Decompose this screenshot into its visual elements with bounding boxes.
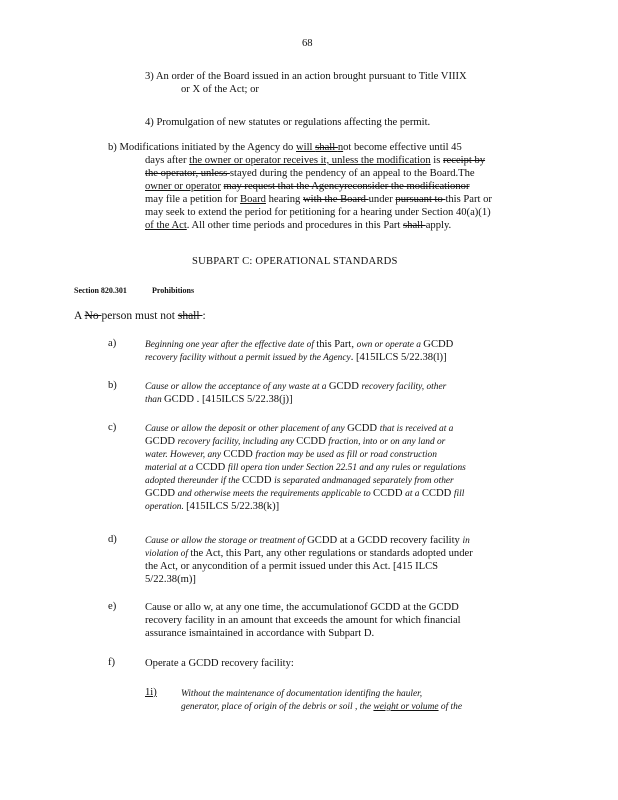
text-run: 5/22.38(m)]: [145, 574, 196, 585]
statutory-text: Cause or allow the storage or treatment of: [145, 536, 308, 546]
statutory-text: fraction, into or on any land or: [328, 437, 446, 447]
inserted-text: of the Act: [145, 220, 187, 231]
inserted-text: will: [296, 142, 316, 153]
statutory-text: Without the maintenance of documentation identifing the hauler,: [181, 689, 423, 699]
item-3-line: 3) An order of the Board issued in an action brought pursuant to Title VIIIX: [145, 71, 467, 82]
text-run: GCDD: [145, 488, 178, 499]
text-run: CCDD: [195, 462, 228, 473]
text-run: recovery facility in an amount that exceeds the amount for which financial: [145, 615, 461, 626]
deleted-text: pursuant to: [395, 194, 446, 205]
deleted-text: receipt by: [443, 155, 486, 166]
item-body: [145, 380, 446, 406]
item-line: [145, 351, 453, 364]
inserted-text: weight or volume: [373, 702, 439, 712]
statutory-text: in: [462, 536, 470, 546]
item-line: [145, 657, 294, 670]
item-line: [145, 422, 466, 435]
item-label: c): [108, 422, 117, 433]
statutory-text: at a: [405, 489, 422, 499]
text-run: ot become effective until 45: [343, 142, 462, 153]
paragraph-b-line: [108, 206, 492, 219]
statutory-text: water. However, any: [145, 450, 224, 460]
statutory-text: fill opera tion under Section 22.51 and any rules or regulations: [227, 463, 466, 473]
item-line: [145, 534, 473, 547]
sub-item-label: 1i): [145, 687, 157, 698]
paragraph-b-line: [108, 219, 492, 232]
statutory-text: fraction may be used as fill or road construction: [255, 450, 437, 460]
statutory-text: own or operate a: [356, 340, 424, 350]
item-body: [145, 422, 466, 513]
item-line: [145, 627, 461, 640]
statutory-text: recovery facility, including any: [177, 437, 297, 447]
text-run: assurance ismaintained in accordance with Subpart D.: [145, 628, 375, 639]
statutory-text: violation of: [145, 549, 191, 559]
text-run: GCDD: [423, 339, 454, 350]
statutory-text: recovery facility without a permit issued by the Agency: [145, 353, 351, 363]
deleted-text: with the Board: [303, 194, 369, 205]
text-run: days after: [145, 155, 190, 166]
deleted-text: the operator, unless: [145, 168, 230, 179]
text-run: A: [74, 310, 85, 322]
item-3-line: or X of the Act; or: [181, 84, 259, 95]
item-line: [145, 461, 466, 474]
item-label: b): [108, 380, 117, 391]
item-label: f): [108, 657, 116, 668]
item-line: [145, 474, 466, 487]
text-run: CCDD: [223, 449, 256, 460]
paragraph-b-line: [108, 141, 492, 154]
inserted-text: the owner or operator receives it, unless the modification: [189, 155, 431, 166]
text-run: CCDD: [421, 488, 454, 499]
item-body: [145, 601, 461, 640]
inserted-text: owner or operator: [145, 181, 221, 192]
paragraph-b-line: [108, 167, 492, 180]
statutory-text: that is received at a: [379, 424, 454, 434]
statutory-text: recovery facility, other: [361, 382, 447, 392]
text-run: GCDD: [328, 381, 362, 392]
paragraph-b-line: [108, 180, 492, 193]
statutory-text: Cause or allow the acceptance of any waste at a: [145, 382, 329, 392]
replaced-text: shall: [315, 142, 338, 153]
sub-item-body: [181, 687, 462, 713]
text-run: GCDD: [145, 436, 178, 447]
text-run: . All other time periods and procedures in this Part: [186, 220, 404, 231]
item-body: [145, 534, 473, 586]
item-label: a): [108, 338, 117, 349]
item-line: [145, 573, 473, 586]
statutory-text: generator, place of origin of the debris or soil , the: [181, 702, 374, 712]
text-run: b) Modifications initiated by the Agency do: [108, 142, 297, 153]
text-run: this Part or: [445, 194, 492, 205]
statutory-text: is separated andmanaged separately from other: [274, 476, 454, 486]
item-3: [145, 70, 467, 96]
deleted-text: No: [84, 310, 102, 322]
deleted-text: shall: [177, 310, 203, 322]
text-run: GCDD . [415ILCS 5/22.38(j)]: [164, 394, 293, 405]
statutory-text: adopted thereunder if the: [145, 476, 243, 486]
item-line: [145, 614, 461, 627]
paragraph-b: [108, 141, 492, 232]
item-line: [145, 547, 473, 560]
text-run: CCDD: [296, 436, 329, 447]
statutory-text: Cause or allow the deposit or other placement of any: [145, 424, 348, 434]
text-run: may seek to extend the period for petitioning for a hearing under Section 40(a)(1): [145, 207, 491, 218]
section-number: Section 820.301: [74, 286, 127, 295]
statutory-text: and otherwise meets the requirements applicable to: [177, 489, 374, 499]
statutory-text: Beginning one year after the effective date of: [145, 340, 317, 350]
text-run: stayed during the pendency of an appeal to the Board.The: [229, 168, 475, 179]
text-run: CCDD: [373, 488, 406, 499]
item-line: [145, 393, 446, 406]
text-run: person must not: [101, 310, 178, 322]
text-run: CCDD: [242, 475, 275, 486]
statutory-text: operation.: [145, 502, 187, 512]
item-line: [145, 448, 466, 461]
item-4: 4) Promulgation of new statutes or regulations affecting the permit.: [145, 117, 431, 128]
paragraph-b-line: [108, 154, 492, 167]
item-label: e): [108, 601, 117, 612]
text-run: this Part,: [316, 339, 357, 350]
item-line: [145, 487, 466, 500]
text-run: GCDD at a GCDD recovery facility: [307, 535, 463, 546]
intro-line: [74, 310, 206, 323]
paragraph-b-lines: [108, 141, 492, 232]
item-line: [145, 500, 466, 513]
text-run: may file a petition for: [145, 194, 241, 205]
text-run: under: [368, 194, 396, 205]
item-line: [145, 560, 473, 573]
text-run: the Act, this Part, any other regulations or standards adopted under: [190, 548, 473, 559]
text-run: is: [430, 155, 444, 166]
text-run: hearing: [265, 194, 303, 205]
sub-item-line: [181, 700, 462, 713]
statutory-text: than: [145, 395, 165, 405]
item-body: [145, 338, 453, 364]
item-label: d): [108, 534, 117, 545]
statutory-text: fill: [453, 489, 465, 499]
inserted-text: Board: [240, 194, 266, 205]
statutory-text: of the: [438, 702, 462, 712]
text-run: the Act, or anycondition of a permit issued under this Act. [415 ILCS: [145, 561, 439, 572]
item-body: [145, 657, 294, 670]
item-line: [145, 338, 453, 351]
text-run: Operate a GCDD recovery facility:: [145, 658, 294, 669]
deleted-text: shall: [403, 220, 426, 231]
subpart-heading: SUBPART C: OPERATIONAL STANDARDS: [192, 256, 398, 267]
text-run: . [415ILCS 5/22.38(l)]: [350, 352, 447, 363]
deleted-text: may request that the Agencyreconsider the modificationor: [223, 181, 470, 192]
text-run: apply.: [425, 220, 452, 231]
text-run: GCDD: [347, 423, 380, 434]
item-line: [145, 435, 466, 448]
inserted-text: n: [337, 142, 344, 153]
text-run: Cause or allo w, at any one time, the accumulationof GCDD at the GCDD: [145, 602, 459, 613]
page-number: 68: [302, 38, 313, 49]
item-line: [145, 380, 446, 393]
section-title: Prohibitions: [152, 286, 195, 295]
sub-item-line: [181, 687, 462, 700]
text-run: :: [202, 310, 206, 322]
paragraph-b-line: [108, 193, 492, 206]
text-run: [415ILCS 5/22.38(k)]: [186, 501, 280, 512]
intro-text: [74, 310, 206, 322]
item-line: [145, 601, 461, 614]
statutory-text: material at a: [145, 463, 196, 473]
